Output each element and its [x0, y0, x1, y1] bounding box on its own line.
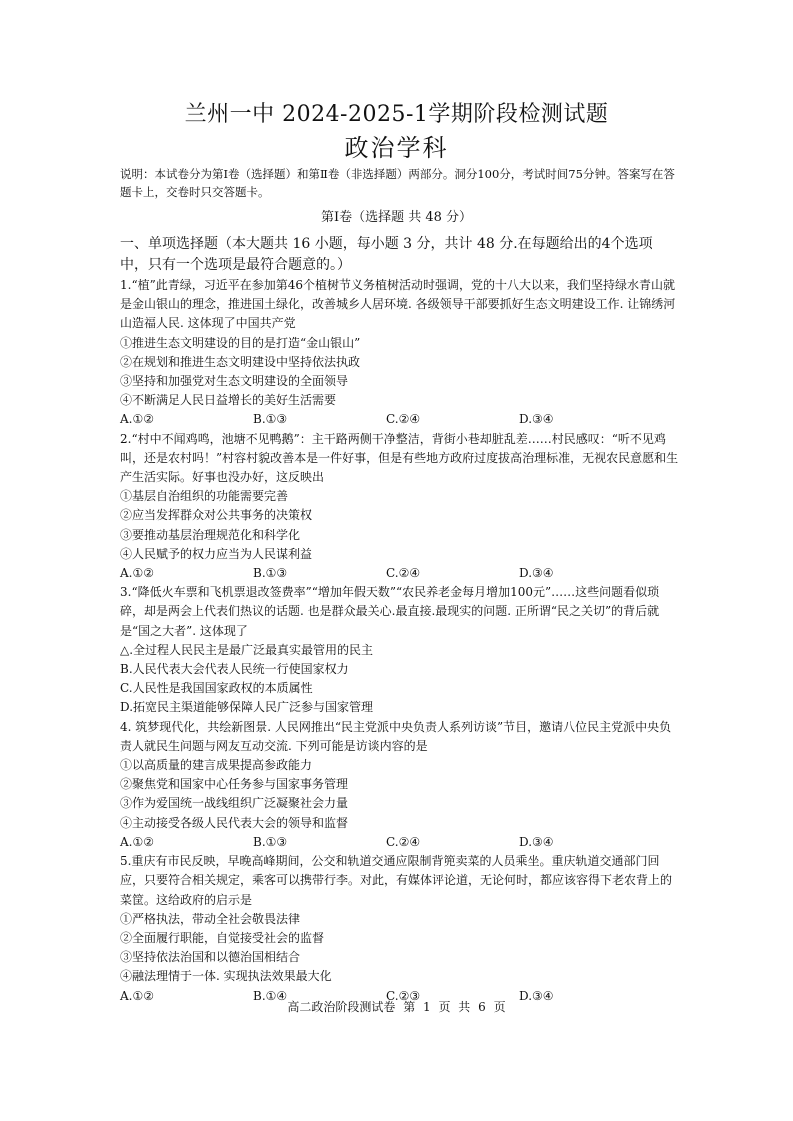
option-c: C.②④ — [386, 566, 421, 581]
question-stem: 2.“村中不闻鸡鸣，池塘不见鸭鹅”：主干路两侧干净整洁，背街小巷却脏乱差……村民感叹：“听不见鸡叫，还是农村吗！”村容村貌改善本是一件好事，但是有些地方政府过度拔高治理标准，无视农民意愿和生产生活实际。好事也没办好，这反映出 — [120, 431, 679, 485]
statement: ②全面履行职能，自觉接受社会的监督 — [120, 930, 325, 945]
option-a: A.①② — [120, 566, 154, 581]
option-b: B.①③ — [253, 834, 288, 849]
statement: ③作为爱国统一战线组织广泛凝聚社会力量 — [120, 796, 349, 811]
option-d: D.拓宽民主渠道能够保障人民广泛参与国家管理 — [120, 700, 374, 715]
question-1 — [120, 276, 680, 430]
question-4 — [120, 718, 680, 852]
option-b: B.①③ — [253, 412, 288, 427]
question-2 — [120, 430, 680, 584]
option-d: D.③④ — [519, 566, 554, 581]
option-c: C.②③ — [386, 988, 421, 1003]
option-b: B.人民代表大会代表人民统一行使国家权力 — [120, 662, 349, 677]
question-stem: 1.“植”此青绿，习近平在参加第46个植树节义务植树活动时强调，党的十八大以来，我们坚持绿水青山就是金山银山的理念，推进国土绿化，改善城乡人居环境. 各级领导干部要抓好生态文明建设工作. 让锦绣河山造福人民. 这体现了中国共产党 — [120, 278, 676, 331]
statement: ④人民赋予的权力应当为人民谋利益 — [120, 546, 313, 561]
option-c: C.人民性是我国国家政权的本质属性 — [120, 681, 313, 696]
option-d: D.③④ — [519, 412, 554, 427]
option-c: C.②④ — [386, 412, 421, 427]
option-c: C.②④ — [386, 834, 421, 849]
question-list — [120, 276, 680, 1006]
question-stem: 3.“降低火车票和飞机票退改签费率”“增加年假天数”“农民养老金每月增加100元”……这些问题看似琐碎，却是两会上代表们热议的话题. 也是群众最关心.最直接.最现实的问题. 正所谓“民之关切”的背后就是“国之大者”. 这体现了 — [120, 585, 660, 638]
statement: ①基层自治组织的功能需要完善 — [120, 489, 289, 504]
statement: ②应当发挥群众对公共事务的决策权 — [120, 508, 313, 523]
exam-title: 兰州一中 2024-2025-1学期阶段检测试题 — [184, 102, 609, 127]
question-stem: 5.重庆有市民反映，早晚高峰期间，公交和轨道交通应限制背篼卖菜的人员乘坐。重庆轨道交通部门回应，只要符合相关规定，乘客可以携带行李。对此，有媒体评论道，无论何时，都应该容得下老农背上的菜筐。这给政府的启示是 — [120, 854, 673, 907]
subject-title: 政治学科 — [344, 134, 449, 162]
statement: ②在规划和推进生态文明建设中坚持依法执政 — [120, 354, 361, 369]
question-3 — [120, 583, 680, 717]
statement: ③坚持依法治国和以德治国相结合 — [120, 950, 301, 965]
statement: ④主动接受各级人民代表大会的领导和监督 — [120, 815, 349, 830]
statement: ③坚持和加强党对生态文明建设的全面领导 — [120, 374, 349, 389]
option-b: B.①④ — [253, 988, 288, 1003]
statement: ①以高质量的建言成果提高参政能力 — [120, 758, 313, 773]
statement: ③要推动基层治理规范化和科学化 — [120, 527, 301, 542]
answer-options — [120, 833, 680, 852]
option-b: B.①③ — [253, 566, 288, 581]
question-5 — [120, 852, 680, 1006]
statement: ①推进生态文明建设的目的是打造“金山银山” — [120, 335, 361, 350]
exam-instructions: 说明：本试卷分为第Ⅰ卷（选择题）和第Ⅱ卷（非选择题）两部分。洞分100分，考试时间75分钟。答案写在答题卡上，交卷时只交答题卡。 — [120, 167, 675, 199]
question-stem: 4. 筑梦现代化，共绘新图景. 人民网推出“民主党派中央负责人系列访谈”节目，邀请八位民主党派中央负责人就民生问题与网友互动交流. 下列可能是访谈内容的是 — [120, 719, 672, 753]
answer-options — [120, 564, 680, 583]
statement: ④融法理情于一体. 实现执法效果最大化 — [120, 969, 332, 984]
page-footer: 高二政治阶段测试卷 第 1 页 共 6 页 — [287, 1000, 506, 1014]
option-a: A.①② — [120, 988, 154, 1003]
section-title: 第Ⅰ卷（选择题 共 48 分） — [320, 210, 473, 225]
statement: ①严格执法，带动全社会敬畏法律 — [120, 911, 301, 926]
option-a: △.全过程人民民主是最广泛最真实最管用的民主 — [120, 642, 374, 657]
option-d: D.③④ — [519, 834, 554, 849]
option-a: A.①② — [120, 412, 154, 427]
option-d: D.③④ — [519, 988, 554, 1003]
answer-options — [120, 410, 680, 429]
option-a: A.①② — [120, 834, 154, 849]
statement: ②聚焦党和国家中心任务参与国家事务管理 — [120, 777, 349, 792]
question-type-instruction: 一、单项选择题（本大题共 16 小题，每小题 3 分，共计 48 分.在每题给出的4个选项中，只有一个选项是最符合题意的。） — [120, 236, 653, 273]
statement: ④不断满足人民日益增长的美好生活需要 — [120, 393, 337, 408]
